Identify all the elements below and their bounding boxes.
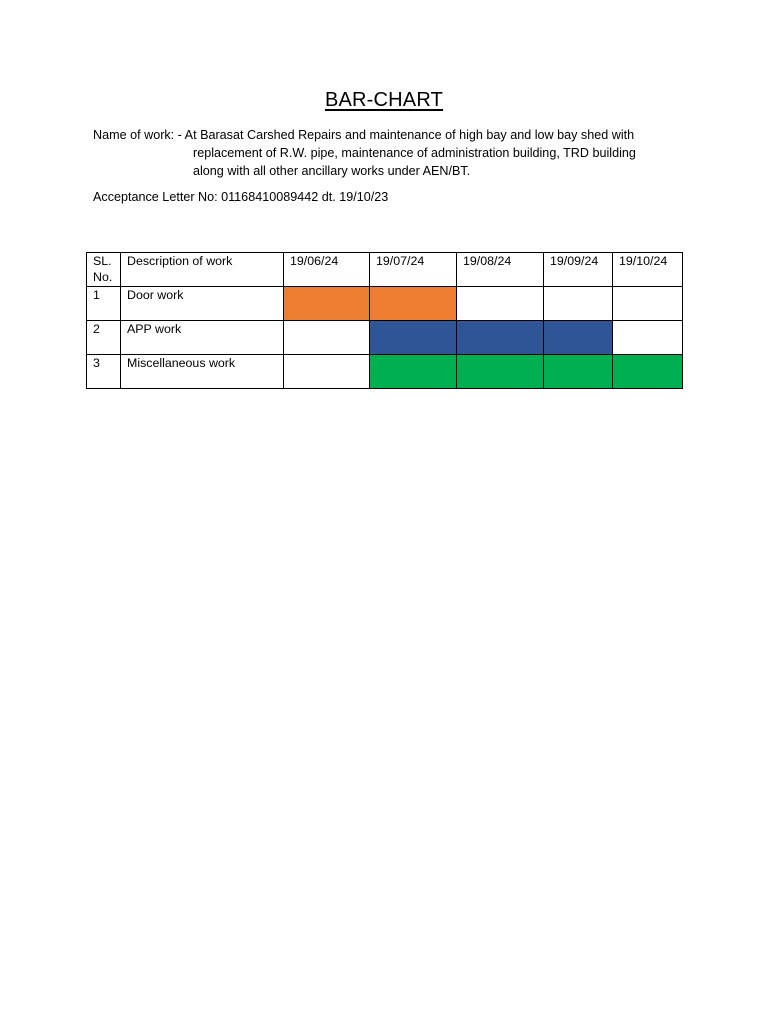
timeline-bar-cell [457,321,544,355]
header-date-2: 19/07/24 [370,253,457,287]
header-date-4: 19/09/24 [544,253,613,287]
timeline-bar-cell [544,321,613,355]
header-description: Description of work [121,253,284,287]
name-of-work-line-1: Name of work: - At Barasat Carshed Repairs and maintenance of high bay and low bay shed with [93,128,635,142]
timeline-bar-cell [613,355,683,389]
acceptance-letter: Acceptance Letter No: 01168410089442 dt. 19/10/23 [93,190,389,204]
table-header-row [87,253,683,287]
timeline-cell [284,321,370,355]
timeline-bar-cell [284,287,370,321]
timeline-cell [544,287,613,321]
bar-chart-table [86,252,683,389]
timeline-bar-cell [370,287,457,321]
header-date-1: 19/06/24 [284,253,370,287]
name-of-work-line-2: replacement of R.W. pipe, maintenance of administration building, TRD building [193,146,636,160]
header-sl-no: SL. No. [87,253,121,287]
timeline-bar-cell [544,355,613,389]
timeline-cell [613,287,683,321]
table-row [87,287,683,321]
row-description: Door work [121,287,284,321]
row-description: APP work [121,321,284,355]
page-title: BAR-CHART [324,89,444,111]
timeline-bar-cell [370,321,457,355]
row-sl-no: 3 [87,355,121,389]
header-date-3: 19/08/24 [457,253,544,287]
name-of-work [93,126,693,180]
timeline-cell [284,355,370,389]
row-sl-no: 2 [87,321,121,355]
row-description: Miscellaneous work [121,355,284,389]
timeline-cell [613,321,683,355]
name-of-work-line-3: along with all other ancillary works under AEN/BT. [193,164,471,178]
timeline-bar-cell [457,355,544,389]
table-row [87,321,683,355]
timeline-bar-cell [370,355,457,389]
timeline-cell [457,287,544,321]
header-date-5: 19/10/24 [613,253,683,287]
row-sl-no: 1 [87,287,121,321]
table-row [87,355,683,389]
